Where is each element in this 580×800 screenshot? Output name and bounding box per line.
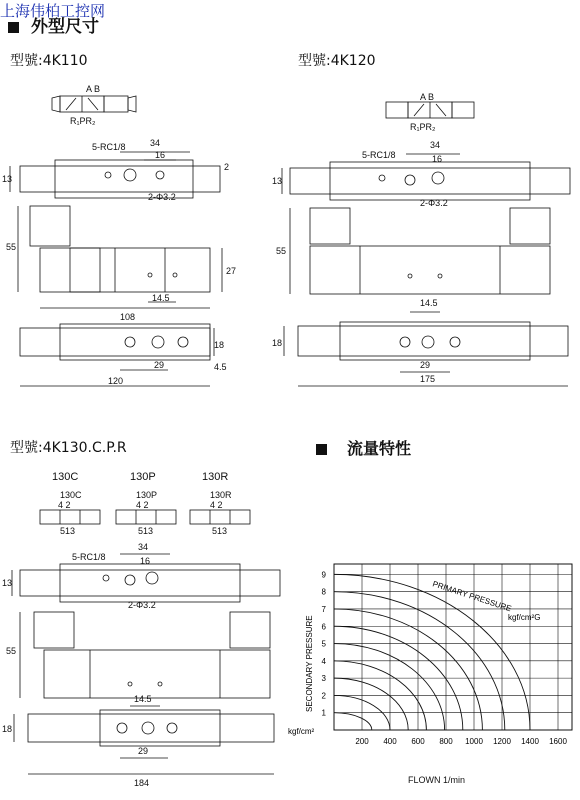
x-tick-label: 1600: [549, 737, 567, 746]
y-tick-label: 8: [321, 587, 326, 597]
symbol-ports-bottom: R₁PR₂: [410, 122, 436, 132]
y-tick-label: 3: [321, 674, 326, 684]
y-tick-label: 5: [321, 639, 326, 649]
x-tick-label: 1000: [465, 737, 483, 746]
dim-18: 18: [2, 724, 13, 734]
dim-34: 34: [430, 140, 441, 150]
x-tick-label: 1200: [493, 737, 511, 746]
section-title-dimensions: 外型尺寸: [31, 17, 99, 37]
variant-label-130p: 130P: [130, 471, 156, 483]
symbol-port-nums-bottom-130c: 513: [60, 526, 76, 536]
drawing-4k110: [0, 80, 260, 400]
pressure-curve: [334, 713, 372, 730]
dim-16: 16: [155, 150, 166, 160]
symbol-port-nums-top-130r: 4 2: [210, 500, 223, 510]
watermark: 上海伟柏工控网: [0, 2, 106, 20]
chart-x-ticks: [355, 737, 567, 746]
valve-symbol-4k110: [52, 96, 136, 112]
dim-27: 27: [226, 266, 237, 276]
chart-y-axis-label: SECONDARY PRESSURE: [305, 615, 314, 712]
dim-16: 16: [432, 154, 443, 164]
dim-16: 16: [140, 556, 151, 566]
symbol-port-nums-top-130p: 4 2: [136, 500, 149, 510]
mount-label: 2-Φ3.2: [128, 600, 156, 610]
model-title-4k110: 型號:4K110: [10, 53, 88, 69]
dim-29: 29: [420, 360, 431, 370]
symbol-ports-bottom: R₁PR₂: [70, 116, 96, 126]
port-label: 5-RC1/8: [362, 150, 396, 160]
dim-29: 29: [138, 746, 149, 756]
symbol-port-nums-bottom-130r: 513: [212, 526, 228, 536]
y-tick-label: 4: [321, 656, 326, 666]
x-tick-label: 200: [355, 737, 369, 746]
y-tick-label: 1: [321, 708, 326, 718]
model-title-4k130: 型號:4K130.C.P.R: [10, 440, 127, 456]
chart-curves: [334, 574, 530, 730]
dim-108: 108: [120, 312, 136, 322]
model-title-4k120: 型號:4K120: [298, 53, 376, 69]
symbol-port-nums-bottom-130p: 513: [138, 526, 154, 536]
dim-4-5: 4.5: [214, 362, 227, 372]
symbol-ports-top: A B: [86, 84, 101, 94]
dim-13: 13: [2, 174, 13, 184]
dim-14-5: 14.5: [152, 293, 170, 303]
dim-184: 184: [134, 778, 150, 788]
x-tick-label: 600: [411, 737, 425, 746]
section-header-dimensions: [8, 12, 99, 37]
square-bullet-icon: [8, 22, 19, 33]
section-header-flow: [316, 436, 411, 459]
mount-label: 2-Φ3.2: [420, 198, 448, 208]
dim-18: 18: [272, 338, 283, 348]
symbol-ports-top: A B: [420, 92, 435, 102]
dim-2: 2: [224, 162, 230, 172]
chart-y-ticks: [322, 570, 327, 717]
x-tick-label: 400: [383, 737, 397, 746]
pressure-curve: [334, 644, 445, 730]
symbol-port-nums-top-130c: 4 2: [58, 500, 71, 510]
y-tick-label: 7: [321, 604, 326, 614]
chart-curve-unit-label: kgf/cm²G: [508, 613, 541, 622]
chart-y-unit-label: kgf/cm²: [288, 727, 315, 736]
pressure-curve: [334, 609, 482, 730]
section-title-flow: 流量特性: [347, 439, 412, 458]
dim-55: 55: [6, 646, 17, 656]
mount-label: 2-Φ3.2: [148, 192, 176, 202]
y-tick-label: 9: [321, 570, 326, 580]
drawing-4k130: [0, 462, 295, 792]
drawing-4k120: [270, 80, 575, 400]
dim-13: 13: [272, 176, 283, 186]
y-tick-label: 2: [321, 691, 326, 701]
dim-14-5: 14.5: [420, 298, 438, 308]
valve-symbol-130c: [40, 510, 100, 524]
valve-symbol-4k120: [386, 102, 474, 118]
dim-34: 34: [150, 138, 161, 148]
port-label: 5-RC1/8: [92, 142, 126, 152]
variant-sublabel-130c: 130C: [60, 490, 82, 500]
x-tick-label: 1400: [521, 737, 539, 746]
dim-29: 29: [154, 360, 165, 370]
chart-x-axis-label: FLOWN 1/min: [408, 775, 466, 785]
variant-label-130c: 130C: [52, 471, 79, 483]
dim-120: 120: [108, 376, 124, 386]
dim-55: 55: [6, 242, 17, 252]
dim-34: 34: [138, 542, 149, 552]
variant-label-130r: 130R: [202, 471, 229, 483]
dim-18: 18: [214, 340, 225, 350]
square-bullet-icon: [316, 444, 327, 455]
dim-13: 13: [2, 578, 13, 588]
valve-symbol-130r: [190, 510, 250, 524]
chart-curve-label: PRIMARY PRESSURE: [431, 579, 513, 614]
flow-characteristics-chart: [282, 552, 576, 770]
valve-symbol-130p: [116, 510, 176, 524]
dim-175: 175: [420, 374, 436, 384]
x-tick-label: 800: [439, 737, 453, 746]
dim-14-5: 14.5: [134, 694, 152, 704]
port-label: 5-RC1/8: [72, 552, 106, 562]
pressure-curve: [334, 574, 530, 730]
dim-55: 55: [276, 246, 287, 256]
variant-sublabel-130p: 130P: [136, 490, 158, 500]
y-tick-label: 6: [321, 622, 326, 632]
variant-sublabel-130r: 130R: [210, 490, 232, 500]
